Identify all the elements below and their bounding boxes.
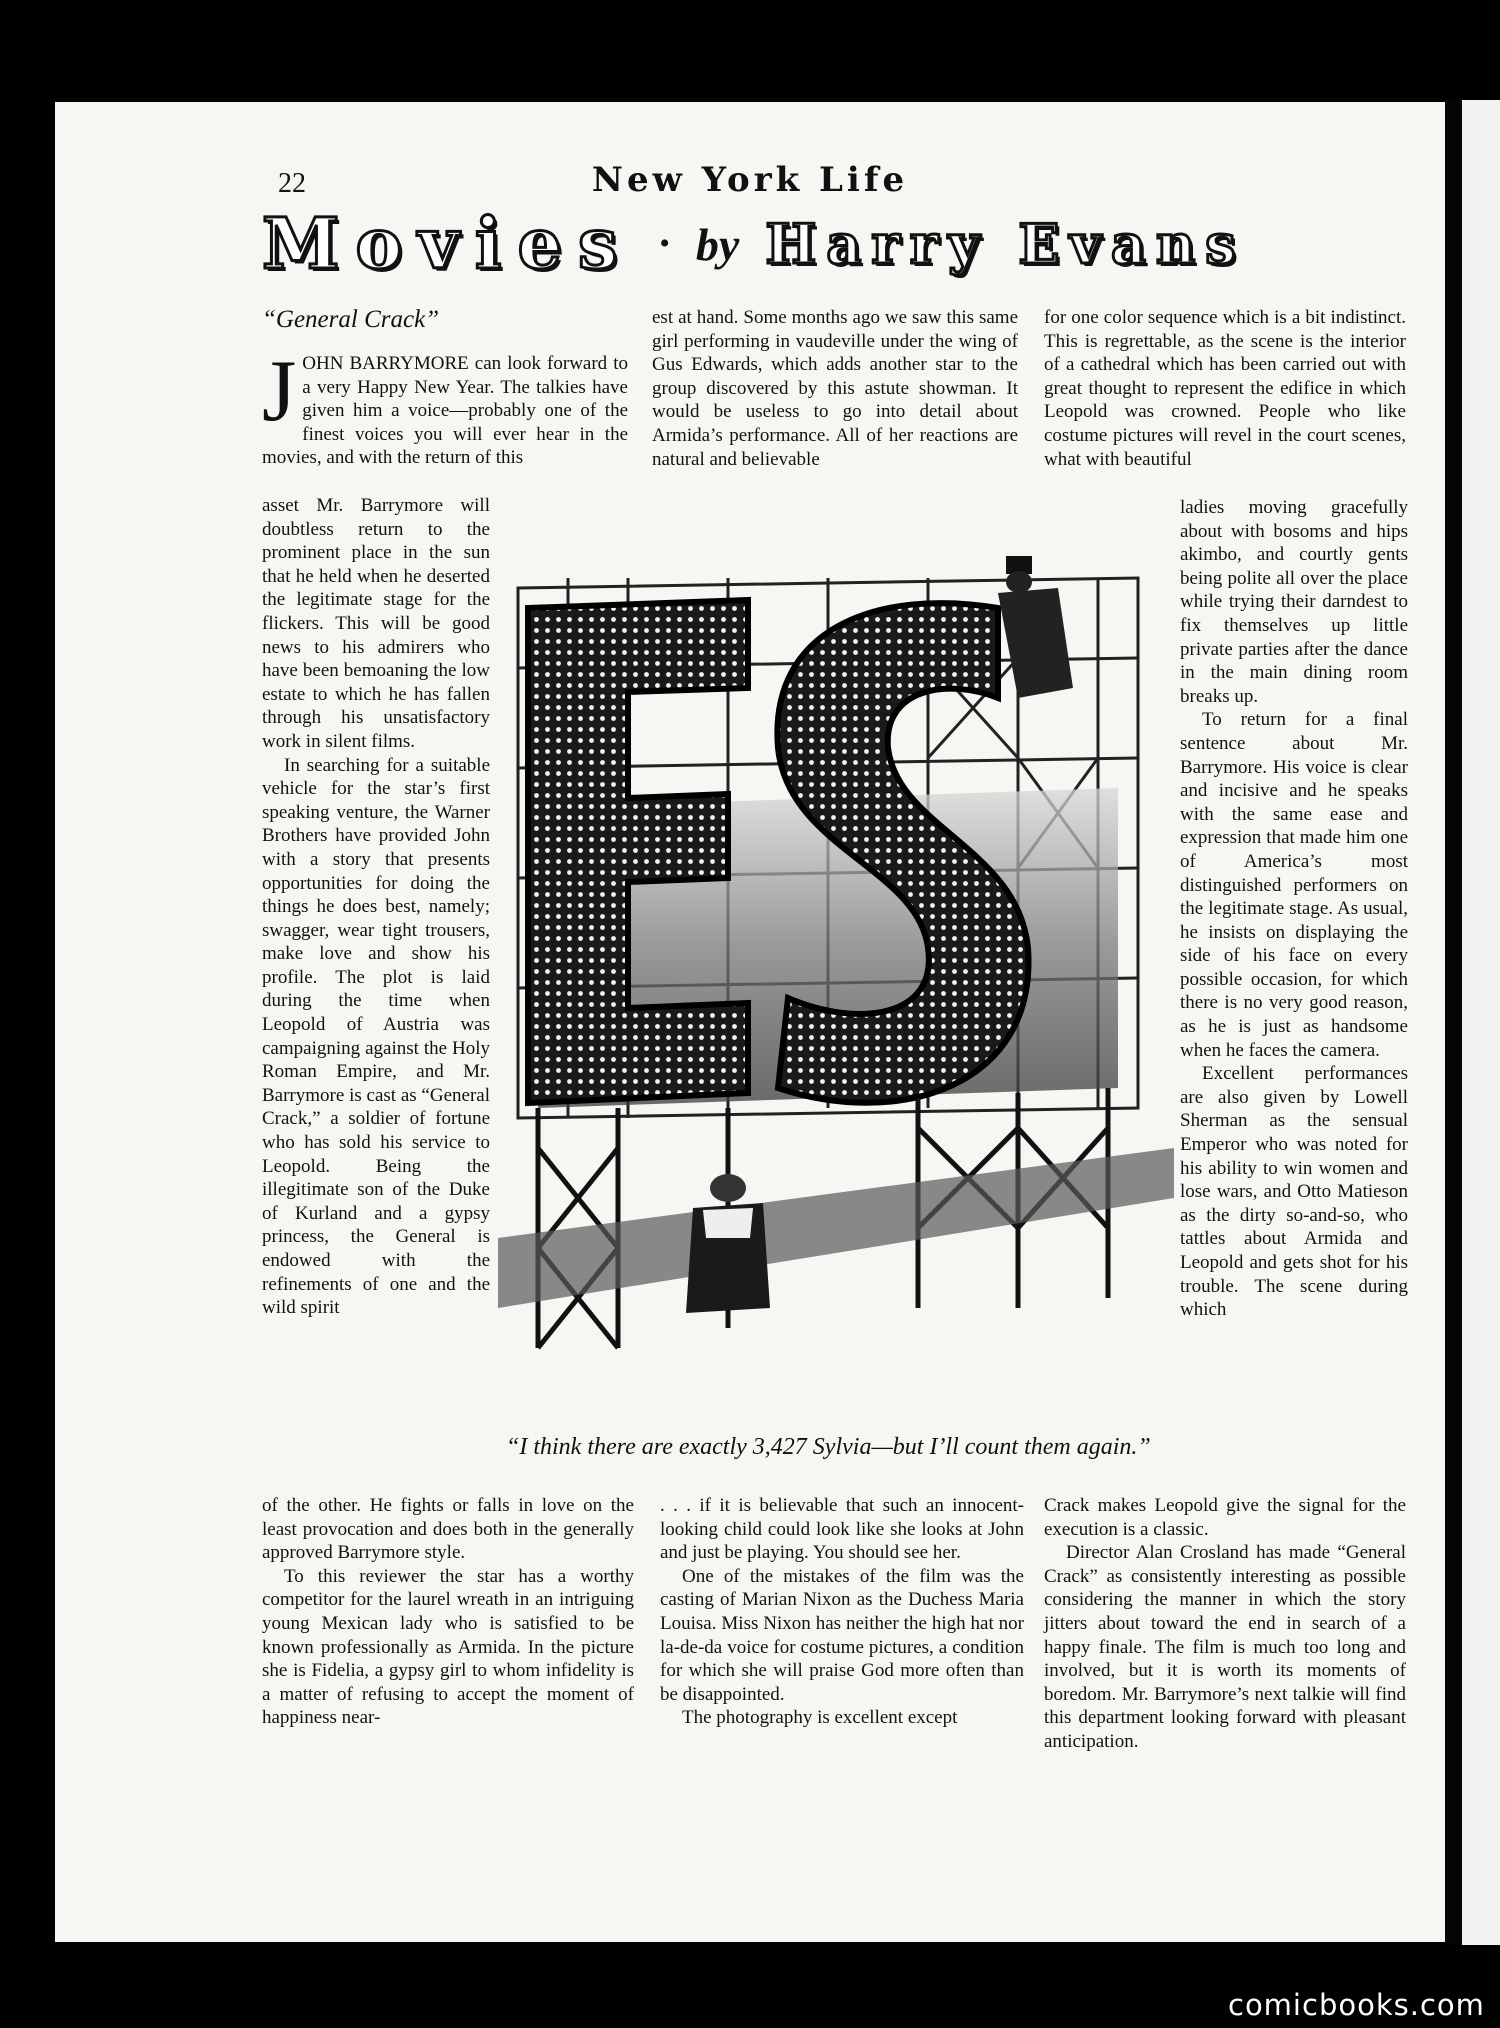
column-3-bottom bbox=[1044, 1494, 1406, 1754]
review-heading: “General Crack” bbox=[262, 306, 440, 333]
running-title: New York Life bbox=[591, 160, 909, 200]
author-name: Harry Evans bbox=[765, 212, 1246, 276]
banner-bullet: • bbox=[659, 227, 670, 260]
section-banner bbox=[262, 202, 1402, 285]
col1-paragraph: To this reviewer the star has a worthy competitor for the laurel wreath in an intriguing young Mexican lady who is satisfied to be known professionally as Armida. In the picture she is Fidelia, a gypsy girl to whom infidelity is a matter of refusing to accept the moment of happiness near- bbox=[262, 1565, 634, 1729]
col3-paragraph: Director Alan Crosland has made “General Crack” as consistently interesting as possible considering the manner in which the story jitters about toward the end in search of a happy finale. The film is much too long and involved, but it is worth its moments of boredom. Mr. Barrymore’s next talkie will find this department looking forward with pleasant anticipation. bbox=[1044, 1542, 1406, 1752]
sign-letter-e bbox=[528, 600, 748, 1103]
col3-paragraph: Crack makes Leopold give the signal for the execution is a classic. bbox=[1044, 1495, 1406, 1540]
column-2-bottom bbox=[660, 1494, 1024, 1730]
next-page-edge bbox=[1462, 100, 1500, 1945]
drop-cap: J bbox=[262, 343, 297, 440]
col3-paragraph: To return for a final sentence about Mr. Barrymore. His voice is clear and incisive and he speaks with the same ease and expression that made him one of America’s most distinguished performers on the legitimate stage. As usual, he insists on displaying the side of his face on every possible occasion, for which there is no very good reason, as he is just as handsome when he faces the camera. bbox=[1180, 709, 1408, 1061]
watermark: comicbooks.com bbox=[1228, 1988, 1485, 2022]
col3-paragraph: Excellent performances are also given by Lowell Sherman as the sensual Emperor who was noted for his ability to win women and lose wars, and Otto Matieson as the dirty so-and-so, who tattles about Armida and Leopold and gets shot for his trouble. The scene during which bbox=[1180, 1063, 1408, 1321]
column-1-bottom bbox=[262, 1494, 634, 1730]
billboard-illustration bbox=[498, 548, 1174, 1380]
col2-paragraph: est at hand. Some months ago we saw this same girl performing in vaudeville under the wing of Gus Edwards, which adds another star to the group discovered by this astute showman. It would be useless to go into detail about Armida’s performance. All of her reactions are natural and believable bbox=[652, 307, 1018, 470]
col3-paragraph: for one color sequence which is a bit indistinct. This is regrettable, as the scene is the interior of a cathedral which has been carried out with great thought to represent the edifice in which Leopold was crowned. People who like costume pictures will revel in the court scenes, what with beautiful bbox=[1044, 307, 1406, 470]
illustration-caption: “I think there are exactly 3,427 Sylvia—but I’ll count them again.” bbox=[506, 1434, 1151, 1460]
page-number: 22 bbox=[278, 168, 306, 199]
column-3-top bbox=[1044, 306, 1406, 471]
col1-paragraph: In searching for a suitable vehicle for the star’s first speaking venture, the Warner Brothers have provided John with a story that presents opportunities for doing the things he does best, namely; swagger, wear tight trousers, make love and show his profile. The plot is laid during the time when Leopold of Austria was campaigning against the Holy Roman Empire, and Mr. Barrymore is cast as “General Crack,” a soldier of fortune who has sold his service to Leopold. Being the illegitimate son of the Duke of Kurland and a gypsy princess, the General is endowed with the refinements of one and the wild spirit bbox=[262, 754, 490, 1319]
section-title: Movies bbox=[262, 202, 634, 285]
col2-paragraph: . . . if it is believable that such an innocent-looking child could look like she looks at John and just be playing. You should see her. bbox=[660, 1495, 1024, 1564]
column-1-middle bbox=[262, 494, 490, 1320]
column-1-top bbox=[262, 343, 628, 470]
col1-paragraph: asset Mr. Barrymore will doubtless return to the prominent place in the sun that he held when he deserted the legitimate stage for the flickers. This will be good news to his admirers who have been bemoaning the low estate to which he has fallen through his unsatisfactory work in silent films. bbox=[262, 495, 490, 752]
billboard-drawing bbox=[498, 548, 1174, 1380]
byline-by: by bbox=[695, 218, 740, 270]
column-2-top bbox=[652, 306, 1018, 471]
column-3-middle bbox=[1180, 496, 1408, 1322]
col1-paragraph: of the other. He fights or falls in love on the least provocation and does both in the generally approved Barrymore style. bbox=[262, 1495, 634, 1564]
col1-top-text: OHN BARRYMORE can look forward to a very Happy New Year. The talkies have given him a voice—probably one of the finest voices you will ever hear in the movies, and with the return of this bbox=[262, 353, 628, 469]
col2-paragraph: The photography is excellent except bbox=[682, 1707, 958, 1729]
col3-paragraph: ladies moving gracefully about with bosoms and hips akimbo, and courtly gents being polite all over the place while trying their darndest to fix themselves up little private parties after the dance in the main dining room breaks up. bbox=[1180, 497, 1408, 707]
col2-paragraph: One of the mistakes of the film was the casting of Marian Nixon as the Duchess Maria Louisa. Miss Nixon has neither the high hat nor la-de-da voice for costume pictures, a condition for which she will praise God more often than be disappointed. bbox=[660, 1565, 1024, 1705]
